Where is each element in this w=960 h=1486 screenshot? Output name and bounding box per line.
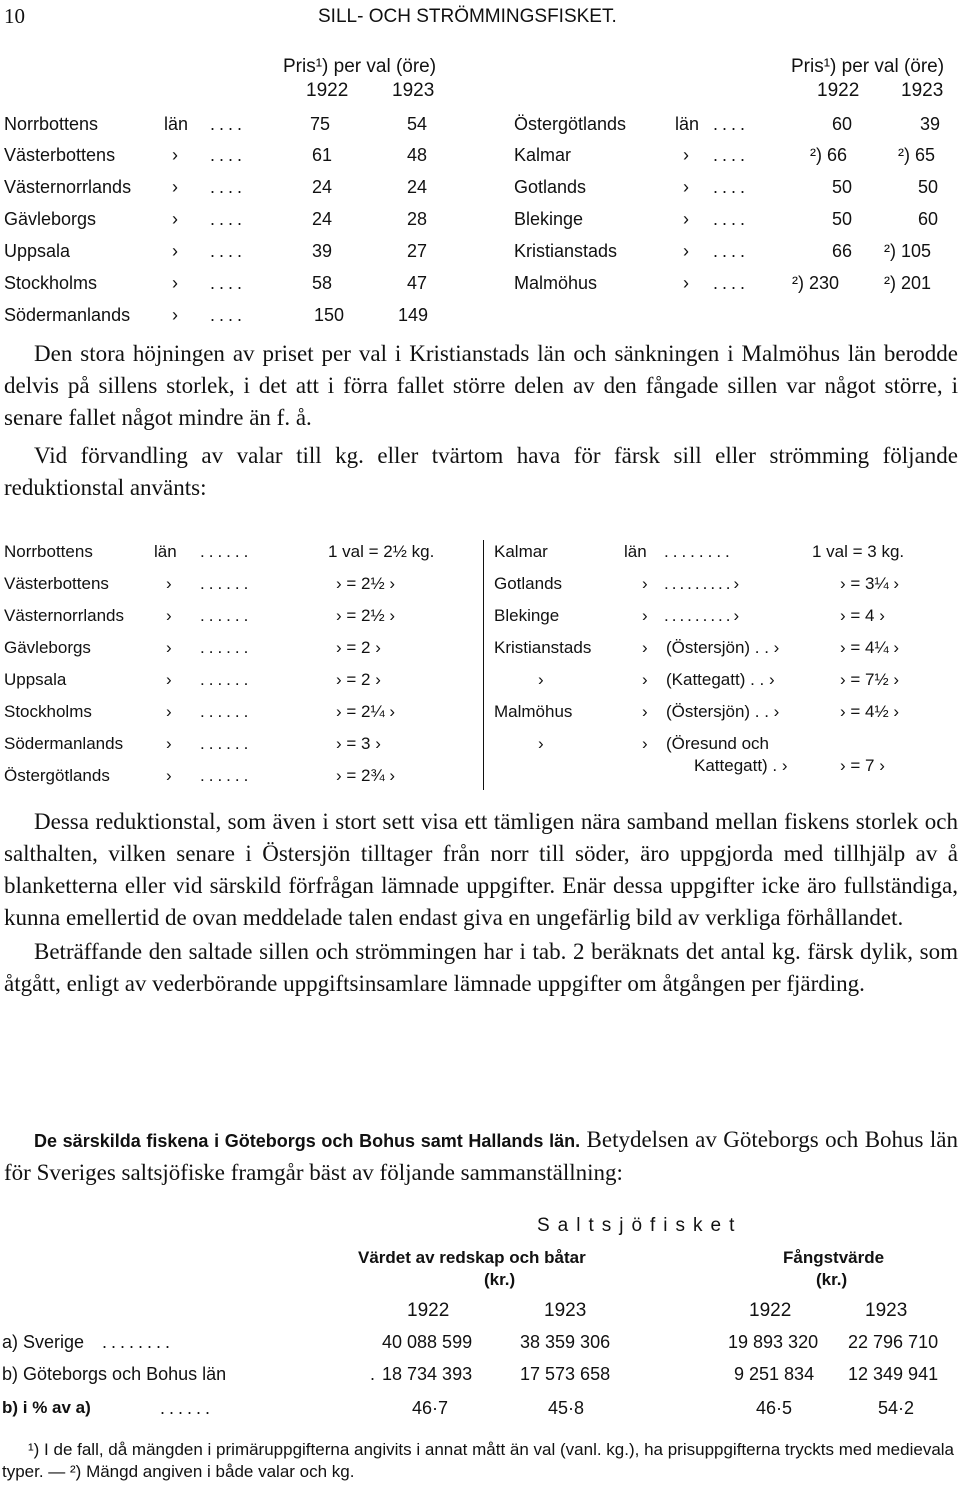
value-cell: 45·8 [548, 1398, 585, 1418]
body-text-block-1 [4, 338, 958, 504]
body-text-block-2 [4, 806, 958, 1000]
price-1923: 27 [407, 241, 428, 261]
conversion-value: › = 4¼ › [840, 638, 900, 657]
county-name: Västernorrlands [4, 177, 132, 197]
value-cell: 17 573 658 [520, 1364, 611, 1384]
county-name: › [538, 670, 544, 689]
price-1922: 60 [832, 114, 853, 134]
conversion-value: › = 4½ › [840, 702, 900, 721]
county-name: Västernorrlands [4, 606, 125, 625]
conversion-value: › = 2 › [336, 638, 381, 657]
leader-dots: .... [713, 145, 750, 165]
row-note: (Östersjön) . . › [666, 638, 780, 657]
leader-dots: .... [210, 145, 247, 165]
leader-dots: ...... [200, 670, 253, 689]
price-1922: 50 [832, 177, 853, 197]
value-cell: 19 893 320 [728, 1332, 819, 1352]
leader-dots: ...... [160, 1398, 215, 1418]
year-header: 1922 [749, 1300, 792, 1321]
price-1923: 39 [920, 114, 941, 134]
row-note: (Östersjön) . . › [666, 702, 780, 721]
value-cell: 46·5 [756, 1398, 793, 1418]
county-name: Blekinge [514, 209, 584, 229]
county-name: Kalmar [494, 542, 548, 561]
price-header-right: Pris¹) per val (öre) [791, 56, 945, 77]
price-header-left: Pris¹) per val (öre) [283, 56, 437, 77]
conversion-value: › = 2¼ › [336, 702, 396, 721]
conversion-value: › = 2½ › [336, 574, 396, 593]
county-suffix: › [642, 574, 648, 593]
price-1923: 50 [918, 177, 939, 197]
leader-dots: .... [210, 177, 247, 197]
value-cell: 9 251 834 [734, 1364, 815, 1384]
row-note: ........ [664, 542, 734, 561]
paragraph: Dessa reduktionstal, som även i stort sett visa ett tämligen nära samband mellan fiskens storlek och salthalten, vilken senare i Östersjön tilltager från norr till söder, äro uppgjorda med tillhjälp av å blanketterna eller vid särskild förfrågan lämnade uppgifter. Enär dessa uppgifter icke äro fullständiga, kunna emellertid de ovan meddelade talen endast giva en ungefärlig bild av verkliga förhållandet. [4, 809, 958, 930]
price-1922: 39 [312, 241, 333, 261]
conversion-value: › = 2 › [336, 670, 381, 689]
price-1923: 149 [398, 305, 429, 325]
section-heading: De särskilda fiskena i Göteborgs och Bohus samt Hallands län. [34, 1131, 581, 1151]
value-cell: 40 088 599 [382, 1332, 473, 1352]
value-cell: 54·2 [878, 1398, 915, 1418]
page-number: 10 [4, 4, 25, 28]
county-name: Västerbottens [4, 145, 116, 165]
paragraph: Den stora höjningen av priset per val i Kristianstads län och sänkningen i Malmöhus län berodde delvis på sillens storlek, i det att i förra fallet större delen av den fångade sillen var något större, i senare fallet något mindre än f. å. [4, 341, 958, 430]
county-name: Gävleborgs [4, 638, 91, 657]
county-suffix: › [166, 766, 172, 785]
county-suffix: län [675, 114, 700, 134]
price-1923: 48 [407, 145, 428, 165]
leader-dots: .... [210, 209, 247, 229]
county-suffix: › [172, 209, 178, 229]
price-1922: 66 [832, 241, 853, 261]
price-year-1923-right: 1923 [901, 80, 944, 101]
year-header: 1922 [407, 1300, 450, 1321]
leader-dots: ...... [200, 542, 253, 561]
price-1922: ²) 66 [810, 145, 848, 165]
county-name: Södermanlands [4, 305, 131, 325]
leader-dots: .... [713, 177, 750, 197]
leader-dots: .... [210, 114, 247, 134]
group-unit-catch: (kr.) [816, 1270, 848, 1289]
row-note: .........› [664, 574, 743, 593]
row-note: (Kattegatt) . . › [666, 670, 775, 689]
county-suffix: › [642, 606, 648, 625]
county-suffix: › [683, 145, 689, 165]
county-suffix: › [172, 305, 178, 325]
price-1923: 60 [918, 209, 939, 229]
leader-dots: ...... [200, 574, 253, 593]
price-1922: 50 [832, 209, 853, 229]
county-name: Norrbottens [4, 114, 99, 134]
paragraph: Beträffande den saltade sillen och strömmingen har i tab. 2 beräknats det antal kg. färsk dylik, som åtgått, enligt av vederbörande uppgiftsinsamlare lämnade uppgifter om åtgången per fjärding. [4, 939, 958, 996]
county-suffix: › [642, 670, 648, 689]
county-name: Kristianstads [494, 638, 592, 657]
group-header-catch: Fångstvärde [783, 1248, 885, 1267]
price-1922: 75 [310, 114, 331, 134]
row-label: a) Sverige [2, 1332, 85, 1352]
price-1923: ²) 201 [884, 273, 932, 293]
row-note: .........› [664, 606, 743, 625]
leader-dots: .... [210, 305, 247, 325]
county-suffix: › [166, 606, 172, 625]
leader-dots: ...... [200, 766, 253, 785]
leader-dots: . [370, 1364, 376, 1384]
leader-dots: ...... [200, 638, 253, 657]
county-suffix: › [166, 638, 172, 657]
county-suffix: › [642, 702, 648, 721]
county-name: Kalmar [514, 145, 572, 165]
county-suffix: › [172, 145, 178, 165]
county-name: Gävleborgs [4, 209, 97, 229]
row-label: b) Göteborgs och Bohus län [2, 1364, 227, 1384]
price-1923: 28 [407, 209, 428, 229]
conversion-value: › = 7½ › [840, 670, 900, 689]
conversion-value: › = 2¾ › [336, 766, 396, 785]
price-year-1923-left: 1923 [392, 80, 435, 101]
county-suffix: › [683, 177, 689, 197]
footnote: ¹) I de fall, då mängden i primäruppgifterna angivits i annat mått än val (vanl. kg.), ha prisuppgifterna tryckts med medievala typer. — ²) Mängd angiven i både valar och kg. [2, 1440, 955, 1481]
leader-dots: ...... [200, 702, 253, 721]
county-suffix: › [172, 273, 178, 293]
price-1923: 47 [407, 273, 428, 293]
county-suffix: län [624, 542, 647, 561]
county-suffix: › [683, 273, 689, 293]
price-1922: 24 [312, 177, 333, 197]
county-name: Uppsala [4, 670, 67, 689]
price-year-1922-left: 1922 [306, 80, 349, 101]
county-name: Malmöhus [494, 702, 573, 721]
running-title: SILL- OCH STRÖMMINGSFISKET. [318, 6, 617, 27]
price-1922: 61 [312, 145, 333, 165]
price-year-1922-right: 1922 [817, 80, 860, 101]
section-text: Betydelsen av Göteborgs och Bohus län för Sveriges saltsjöfiske framgår bäst av följande sammanställning: [4, 1127, 958, 1185]
row-label: b) i % av a) [2, 1398, 91, 1417]
county-name: Stockholms [4, 273, 98, 293]
county-name: Östergötlands [4, 766, 110, 785]
value-cell: 12 349 941 [848, 1364, 939, 1384]
table-title: Saltsjöfisket [537, 1215, 743, 1236]
conversion-value: › = 7 › [840, 756, 885, 775]
county-suffix: › [166, 734, 172, 753]
county-suffix: › [166, 702, 172, 721]
conversion-value: 1 val = 2½ kg. [328, 542, 435, 561]
paragraph: Vid förvandling av valar till kg. eller tvärtom hava för färsk sill eller strömming följande reduktionstal använts: [4, 443, 958, 500]
price-1923: ²) 65 [898, 145, 936, 165]
group-header-equipment: Värdet av redskap och båtar [358, 1248, 586, 1267]
county-name: Blekinge [494, 606, 560, 625]
county-suffix: › [683, 209, 689, 229]
county-suffix: › [172, 241, 178, 261]
county-name: Uppsala [4, 241, 71, 261]
leader-dots: .... [713, 114, 750, 134]
group-unit-equipment: (kr.) [484, 1270, 516, 1289]
column-divider [483, 540, 484, 790]
price-1922: 58 [312, 273, 333, 293]
leader-dots: .... [713, 209, 750, 229]
county-suffix: › [166, 670, 172, 689]
conversion-value: › = 2½ › [336, 606, 396, 625]
county-suffix: › [642, 734, 648, 753]
conversion-value: › = 3 › [336, 734, 381, 753]
leader-dots: .... [210, 241, 247, 261]
county-suffix: › [172, 177, 178, 197]
value-cell: 18 734 393 [382, 1364, 473, 1384]
county-name: Norrbottens [4, 542, 93, 561]
price-1923: 24 [407, 177, 428, 197]
county-suffix: › [642, 638, 648, 657]
county-suffix: › [166, 574, 172, 593]
price-1923: 54 [407, 114, 428, 134]
leader-dots: ...... [200, 734, 253, 753]
leader-dots: ........ [102, 1332, 175, 1352]
price-1922: 24 [312, 209, 333, 229]
conversion-value: › = 3¼ › [840, 574, 900, 593]
county-name: Östergötlands [514, 114, 627, 134]
year-header: 1923 [544, 1300, 587, 1321]
row-note: (Öresund och [666, 734, 769, 753]
leader-dots: .... [210, 273, 247, 293]
leader-dots: .... [713, 241, 750, 261]
value-cell: 22 796 710 [848, 1332, 939, 1352]
county-name: Malmöhus [514, 273, 598, 293]
section-paragraph [4, 1124, 958, 1189]
leader-dots: .... [713, 273, 750, 293]
county-name: Gotlands [494, 574, 563, 593]
price-1922: ²) 230 [792, 273, 840, 293]
county-name: Västerbottens [4, 574, 109, 593]
county-suffix: › [683, 241, 689, 261]
county-name: Gotlands [514, 177, 587, 197]
county-suffix: län [154, 542, 177, 561]
county-name: › [538, 734, 544, 753]
county-name: Södermanlands [4, 734, 124, 753]
leader-dots: ...... [200, 606, 253, 625]
row-note: Kattegatt) . › [694, 756, 788, 775]
value-cell: 46·7 [412, 1398, 449, 1418]
value-cell: 38 359 306 [520, 1332, 611, 1352]
county-suffix: län [164, 114, 189, 134]
county-name: Kristianstads [514, 241, 618, 261]
conversion-value: › = 4 › [840, 606, 885, 625]
county-name: Stockholms [4, 702, 92, 721]
conversion-value: 1 val = 3 kg. [812, 542, 905, 561]
year-header: 1923 [865, 1300, 908, 1321]
price-1922: 150 [314, 305, 345, 325]
price-1923: ²) 105 [884, 241, 932, 261]
